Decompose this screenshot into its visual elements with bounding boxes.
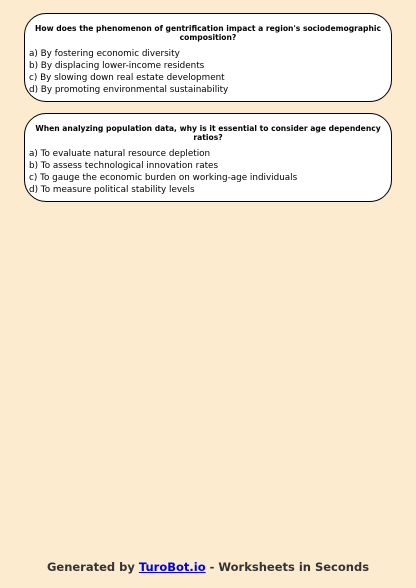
question-card-2 bbox=[24, 113, 392, 202]
question-text: How does the phenomenon of gentrification impact a region's sociodemographic composition? bbox=[35, 24, 381, 42]
question-text: When analyzing population data, why is it essential to consider age dependency ratios? bbox=[35, 124, 381, 142]
question-card-1 bbox=[24, 13, 392, 102]
answer-option-d: d) By promoting environmental sustainability bbox=[29, 85, 229, 95]
footer bbox=[0, 560, 416, 574]
answer-option-b: b) By displacing lower-income residents bbox=[29, 61, 205, 71]
footer-suffix: - Worksheets in Seconds bbox=[205, 560, 370, 574]
answer-option-a: a) By fostering economic diversity bbox=[29, 49, 180, 59]
answer-option-b: b) To assess technological innovation rates bbox=[29, 161, 219, 171]
answer-option-a: a) To evaluate natural resource depletion bbox=[29, 149, 211, 159]
footer-prefix: Generated by bbox=[46, 560, 139, 574]
turobot-link[interactable]: TuroBot.io bbox=[138, 560, 206, 574]
answer-option-d: d) To measure political stability levels bbox=[29, 185, 195, 195]
answer-option-c: c) By slowing down real estate development bbox=[29, 73, 225, 83]
answer-option-c: c) To gauge the economic burden on working-age individuals bbox=[29, 173, 298, 183]
